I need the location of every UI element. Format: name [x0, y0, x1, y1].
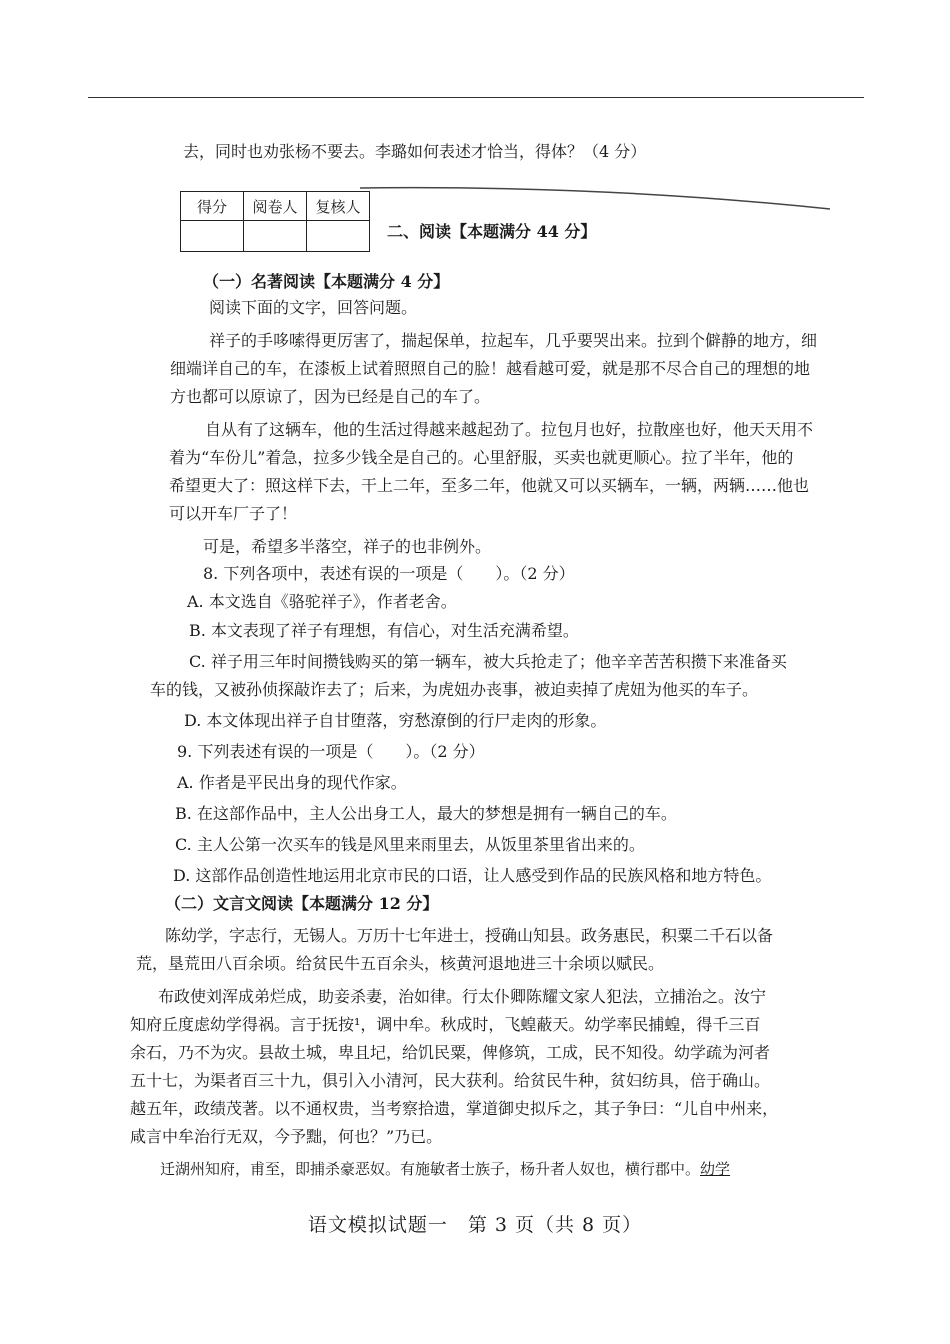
- q9-option-c: C. 主人公第一次买车的钱是风里来雨里去，从饭里茶里省出来的。: [175, 835, 645, 854]
- q9-option-d: D. 这部作品创造性地运用北京市民的口语，让人感受到作品的民族风格和地方特色。: [173, 866, 772, 885]
- passage2-line: 咸言中牟治行无双，今予黜，何也？”乃已。: [130, 1127, 443, 1146]
- prev-question-tail: 去，同时也劝张杨不要去。李璐如何表述才恰当，得体？（4 分）: [183, 142, 647, 161]
- q8-stem: 8. 下列各项中，表述有误的一项是（ ）。（2 分）: [203, 564, 575, 583]
- passage1-line: 自从有了这辆车，他的生活过得越来越起劲了。拉包月也好，拉散座也好，他天天用不: [205, 420, 814, 439]
- passage2-line: 越五年，政绩茂著。以不通权贵，当考察拾遗，掌道御史拟斥之，其子争曰：“儿自中州来，: [130, 1099, 779, 1118]
- section2-title: 二、阅读【本题满分 44 分】: [387, 222, 597, 241]
- q8-option-a: A. 本文选自《骆驼祥子》，作者老舍。: [187, 592, 457, 611]
- score-header-score: 得分: [181, 192, 244, 221]
- passage2-line: 陈幼学，字志行，无锡人。万历十七年进士，授确山知县。政务惠民，积粟二千石以备: [165, 926, 774, 945]
- passage1-line: 祥子的手哆嗦得更厉害了，揣起保单，拉起车，几乎要哭出来。拉到个僻静的地方，细: [209, 331, 818, 350]
- section-divider-curve: [360, 183, 840, 213]
- passage2-underlined: 幼学: [700, 1160, 731, 1178]
- passage1-line: 可以开车厂子了！: [169, 504, 298, 523]
- q8-option-c-cont: 车的钱，又被孙侦探敲诈去了；后来，为虎妞办丧事，被迫卖掉了虎妞为他买的车子。: [150, 680, 759, 699]
- score-header-grader: 阅卷人: [244, 192, 307, 221]
- q9-option-b: B. 在这部作品中，主人公出身工人，最大的梦想是拥有一辆自己的车。: [175, 804, 677, 823]
- part1-instruction: 阅读下面的文字，回答问题。: [209, 298, 418, 317]
- passage2-line: [160, 1158, 730, 1180]
- passage2-line: 荒，垦荒田八百余顷。给贫民牛五百余头，核黄河退地进三十余顷以赋民。: [136, 954, 665, 973]
- q8-option-b: B. 本文表现了祥子有理想，有信心，对生活充满希望。: [189, 621, 579, 640]
- q9-option-a: A. 作者是平民出身的现代作家。: [177, 773, 407, 792]
- passage1-line: 方也都可以原谅了，因为已经是自己的车了。: [170, 387, 491, 406]
- part1-title: （一）名著阅读【本题满分 4 分】: [203, 272, 450, 291]
- q8-option-d: D. 本文体现出祥子自甘堕落，穷愁潦倒的行尸走肉的形象。: [184, 711, 607, 730]
- passage1-line: 着为“车份儿”着急，拉多少钱全是自己的。心里舒服，买卖也就更顺心。拉了半年，他的: [169, 448, 794, 467]
- score-table: [180, 191, 370, 252]
- part2-title: （二）文言文阅读【本题满分 12 分】: [165, 894, 439, 913]
- passage2-last-line: 迁湖州知府，甫至，即捕杀豪恶奴。有施敏者士族子，杨升者人奴也，横行郡中。: [160, 1160, 701, 1178]
- header-rule: [88, 97, 864, 98]
- score-cell-reviewer[interactable]: [307, 221, 370, 252]
- page-footer: 语文模拟试题一 第 3 页（共 8 页）: [307, 1214, 643, 1236]
- q8-option-c: C. 祥子用三年时间攒钱购买的第一辆车，被大兵抢走了；他辛辛苦苦积攒下来准备买: [189, 652, 787, 671]
- q9-stem: 9. 下列表述有误的一项是（ ）。（2 分）: [177, 742, 485, 761]
- score-cell-grader[interactable]: [244, 221, 307, 252]
- passage1-line: 希望更大了：照这样下去，干上二年，至多二年，他就又可以买辆车，一辆，两辆……他也: [169, 476, 810, 495]
- passage2-line: 余石，乃不为灾。县故土城，卑且圮，给饥民粟，俾修筑，工成，民不知役。幼学疏为河者: [130, 1043, 771, 1062]
- score-header-reviewer: 复核人: [307, 192, 370, 221]
- score-cell-score[interactable]: [181, 221, 244, 252]
- passage2-line: 知府丘度虑幼学得祸。言于抚按¹，调中牟。秋成时，飞蝗蔽天。幼学率民捕蝗，得千三百: [130, 1015, 761, 1034]
- passage1-line: 可是，希望多半落空，祥子的也非例外。: [203, 537, 492, 556]
- passage1-line: 细端详自己的车，在漆板上试着照照自己的脸！越看越可爱，就是那不尽合自己的理想的地: [170, 359, 811, 378]
- passage2-line: 五十七，为渠者百三十九，俱引入小清河，民大获利。给贫民牛种，贫妇纺具，倍于确山。: [130, 1071, 771, 1090]
- passage2-line: 布政使刘浑成弟烂成，助妾杀妻，治如律。行太仆卿陈耀文家人犯法，立捕治之。汝宁: [158, 987, 767, 1006]
